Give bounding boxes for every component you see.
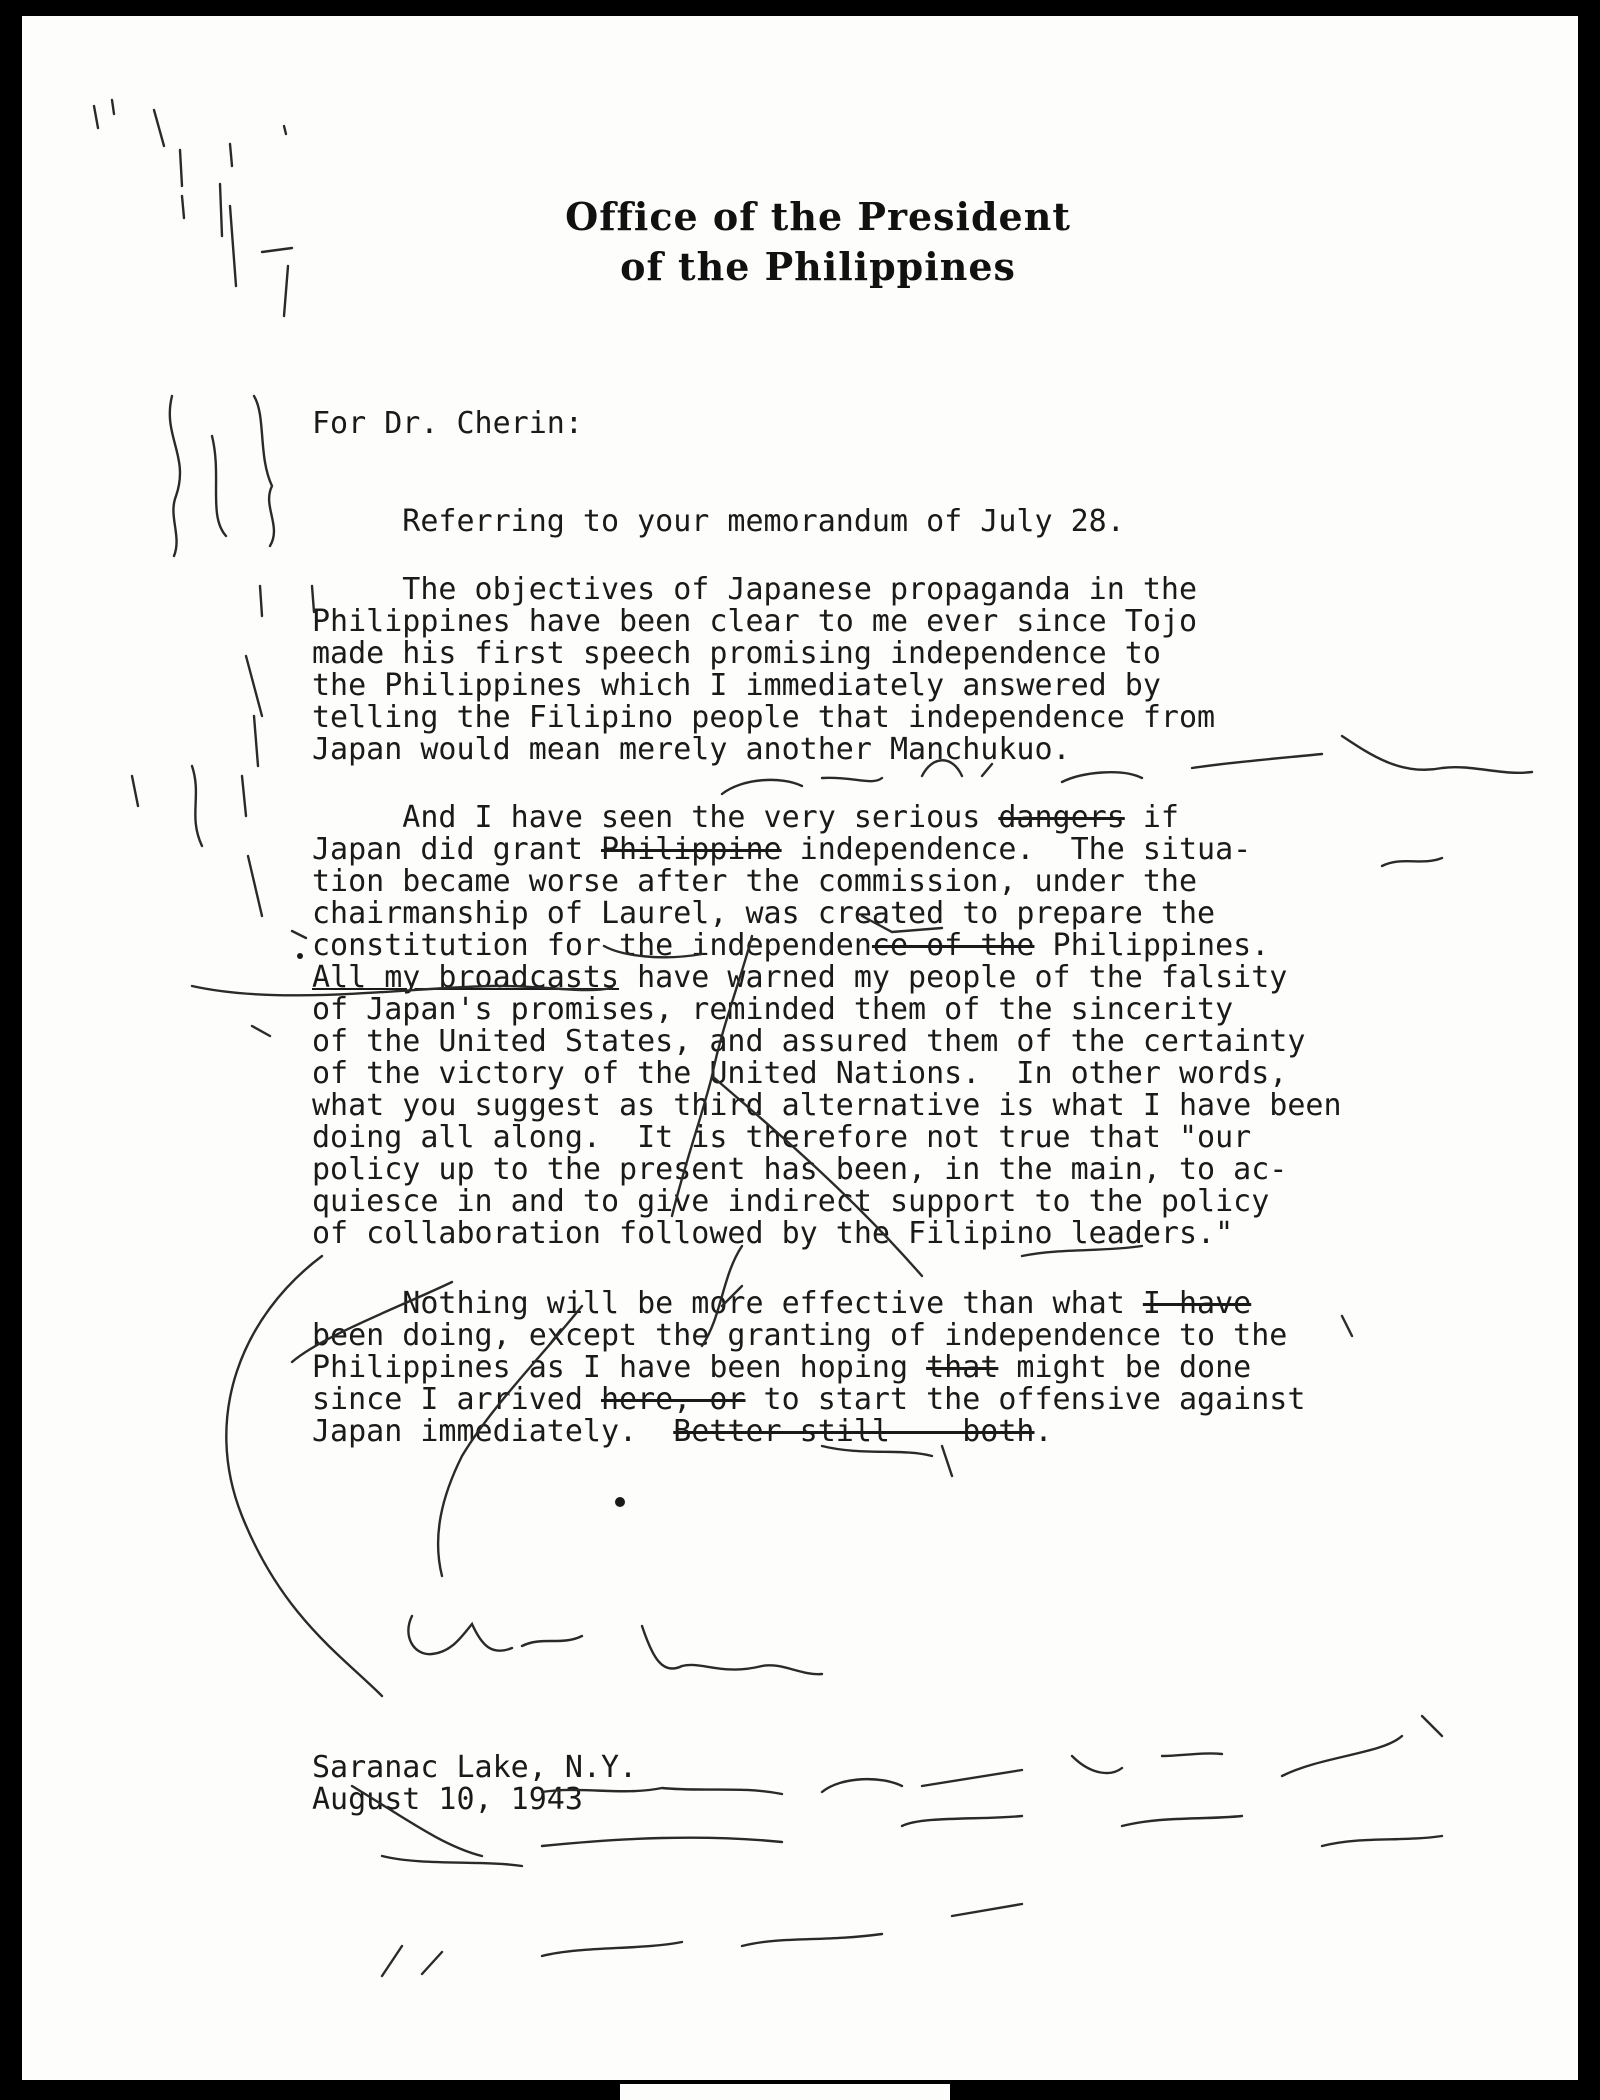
text-line: Japan did grant Philippine independence. The situa- [312, 832, 1252, 867]
text-line: of the United States, and assured them of the certainty [312, 1024, 1306, 1059]
closing-date: August 10, 1943 [312, 1782, 583, 1817]
text-line: tion became worse after the commission, under the [312, 864, 1198, 899]
text-line: Philippines as I have been hoping that might be done [312, 1350, 1252, 1385]
struck-word: here, or [600, 1382, 746, 1417]
text-line: made his first speech promising independence to [312, 636, 1161, 671]
text-line: chairmanship of Laurel, was created to prepare the [312, 896, 1216, 931]
text-line: constitution for the independence of the Philippines. [312, 928, 1270, 963]
text-line: doing all along. It is therefore not true that "our [312, 1120, 1252, 1155]
text-line: The objectives of Japanese propaganda in the [312, 572, 1198, 607]
struck-word: that [926, 1350, 999, 1385]
text-line: of the victory of the United Nations. In other words, [312, 1056, 1288, 1091]
text-line: telling the Filipino people that independence from [312, 700, 1216, 735]
text-line: Nothing will be more effective than what I have [312, 1286, 1252, 1321]
letterhead-line-2: of the Philippines [620, 244, 1016, 289]
letter-page [22, 16, 1578, 2080]
paragraph-1: Referring to your memorandum of July 28. [312, 504, 1125, 539]
text-line: Japan immediately. Better still -- both. [312, 1414, 1053, 1449]
text-line: Philippines have been clear to me ever since Tojo [312, 604, 1198, 639]
text-line: been doing, except the granting of independence to the [312, 1318, 1288, 1353]
text-line: the Philippines which I immediately answered by [312, 668, 1161, 703]
text-line: All my broadcasts have warned my people of the falsity [312, 960, 1288, 995]
salutation: For Dr. Cherin: [312, 406, 583, 441]
text-line: what you suggest as third alternative is what I have been [312, 1088, 1342, 1123]
text-line: of Japan's promises, reminded them of the sincerity [312, 992, 1234, 1027]
text-line: since I arrived here, or to start the offensive against [312, 1382, 1306, 1417]
struck-word: dangers [998, 800, 1125, 835]
letterhead-line-1: Office of the President [565, 194, 1071, 239]
text-line: And I have seen the very serious dangers if [312, 800, 1179, 835]
struck-word: I have [1142, 1286, 1252, 1321]
underlined-phrase: All my broadcasts [312, 960, 620, 995]
text-line: policy up to the present has been, in the main, to ac- [312, 1152, 1288, 1187]
struck-word: Philippine [600, 832, 782, 867]
text-line: of collaboration followed by the Filipino leaders." [312, 1216, 1234, 1251]
text-line: quiesce in and to give indirect support to the policy [312, 1184, 1270, 1219]
page-tab [620, 2084, 950, 2100]
closing-place: Saranac Lake, N.Y. [312, 1750, 638, 1785]
struck-word: ce of the [871, 928, 1035, 963]
struck-word: Better still -- both [673, 1414, 1035, 1449]
text-line: Japan would mean merely another Manchukuo. [312, 732, 1071, 767]
